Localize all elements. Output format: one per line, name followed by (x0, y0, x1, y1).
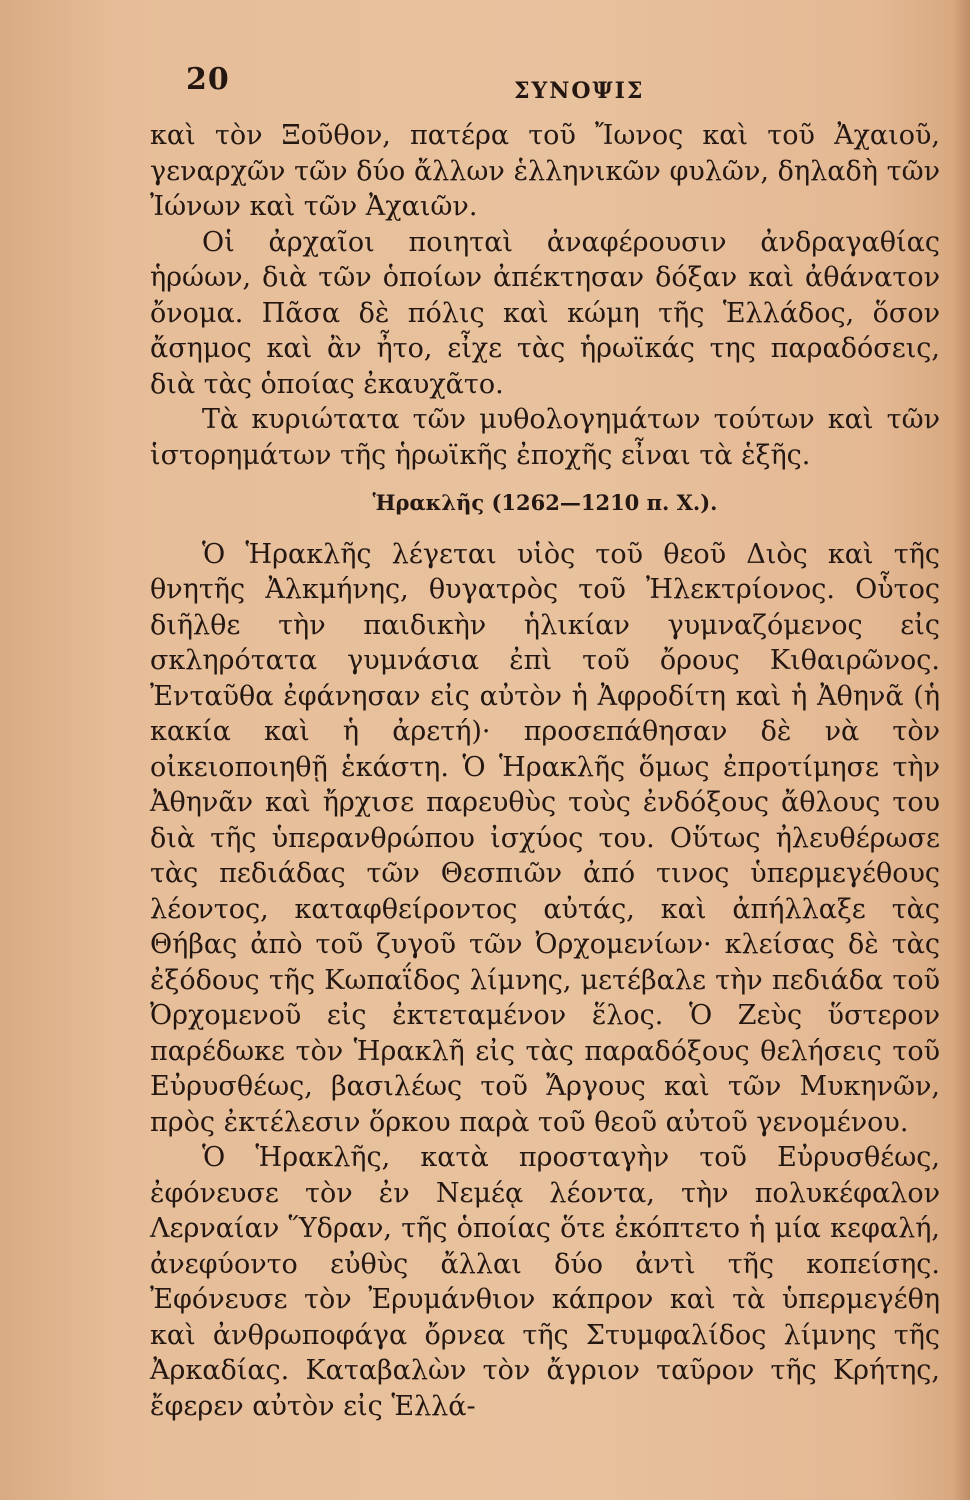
paragraph-herakles-birth: Ὁ Ἡρακλῆς λέγεται υἱὸς τοῦ θεοῦ Διὸς καὶ τῆς θνητῆς Ἀλκμήνης, θυγατρὸς τοῦ Ἠλεκτρίονος. Οὗτος διῆλθε τὴν παιδικὴν ἡλικίαν γυμναζόμενος εἰς σκληρότατα γυμνάσια ἐπὶ τοῦ ὄρους Κιθαιρῶνος. Ἐνταῦθα ἐφάνησαν εἰς αὐτὸν ἡ Ἀφροδίτη καὶ ἡ Ἀθηνᾶ (ἡ κακία καὶ ἡ ἀρετή)· προσεπάθησαν δὲ νὰ τὸν οἰκειοποιηθῇ ἑκάστη. Ὁ Ἡρακλῆς ὅμως ἐπροτίμησε τὴν Ἀθηνᾶν καὶ ἤρχισε παρευθὺς τοὺς ἐνδόξους ἄθλους του διὰ τῆς ὑπερανθρώπου ἰσχύος του. Οὕτως ἠλευθέρωσε τὰς πεδιάδας τῶν Θεσπιῶν ἀπό τινος ὑπερμεγέθους λέοντος, καταφθείροντος αὐτάς, καὶ ἀπήλλαξε τὰς Θήβας ἀπὸ τοῦ ζυγοῦ τῶν Ὀρχομενίων· κλείσας δὲ τὰς ἐξόδους τῆς Κωπαΐδος λίμνης, μετέβαλε τὴν πεδιάδα τοῦ Ὀρχομενοῦ εἰς ἐκτεταμένον ἕλος. Ὁ Ζεὺς ὕστερον παρέδωκε τὸν Ἡρακλῆ εἰς τὰς παραδόξους θελήσεις τοῦ Εὐρυσθέως, βασιλέως τοῦ Ἄργους καὶ τῶν Μυκηνῶν, πρὸς ἐκτέλεσιν ὅρκου παρὰ τοῦ θεοῦ αὐτοῦ γενομένου. (150, 538, 940, 1138)
paragraph-continuation: καὶ τὸν Ξοῦθον, πατέρα τοῦ Ἴωνος καὶ τοῦ Ἀχαιοῦ, γεναρχῶν τῶν δύο ἄλλων ἑλληνικῶν φυλῶν, δηλαδὴ τῶν Ἰώνων καὶ τῶν Ἀχαιῶν. (150, 120, 940, 222)
running-title: ΣΥΝΟΨΙΣ (514, 78, 645, 104)
page-number: 20 (186, 62, 230, 97)
paragraph-heroes: Οἱ ἀρχαῖοι ποιηταὶ ἀναφέρουσιν ἀνδραγαθίας ἡρώων, διὰ τῶν ὁποίων ἀπέκτησαν δόξαν καὶ ἀθάνατον ὄνομα. Πᾶσα δὲ πόλις καὶ κώμη τῆς Ἑλλάδος, ὅσον ἄσημος καὶ ἂν ἦτο, εἶχε τὰς ἡρωϊκάς της παραδόσεις, διὰ τὰς ὁποίας ἐκαυχᾶτο. (150, 226, 940, 400)
paragraph-myths: Τὰ κυριώτατα τῶν μυθολογημάτων τούτων καὶ τῶν ἱστορημάτων τῆς ἡρωϊκῆς ἐποχῆς εἶναι τὰ ἑξῆς. (150, 404, 940, 471)
paragraph-herakles-labors: Ὁ Ἡρακλῆς, κατὰ προσταγὴν τοῦ Εὐρυσθέως, ἐφόνευσε τὸν ἐν Νεμέᾳ λέοντα, τὴν πολυκέφαλον Λερναίαν Ὕδραν, τῆς ὁποίας ὅτε ἐκόπτετο ἡ μία κεφαλή, ἀνεφύοντο εὐθὺς ἄλλαι δύο ἀντὶ τῆς κοπείσης. Ἐφόνευσε τὸν Ἐρυμάνθιον κάπρον καὶ τὰ ὑπερμεγέθη καὶ ἀνθρωποφάγα ὄρνεα τῆς Στυμφαλίδος λίμνης τῆς Ἀρκαδίας. Καταβαλὼν τὸν ἄγριον ταῦρον τῆς Κρήτης, ἔφερεν αὐτὸν εἰς Ἑλλά- (150, 1142, 940, 1422)
body-text (150, 118, 940, 1424)
page-edge-shadow (952, 0, 970, 1500)
section-heading-herakles: Ἡρακλῆς (1262—1210 π. Χ.). (372, 490, 718, 515)
page-header (186, 62, 906, 112)
